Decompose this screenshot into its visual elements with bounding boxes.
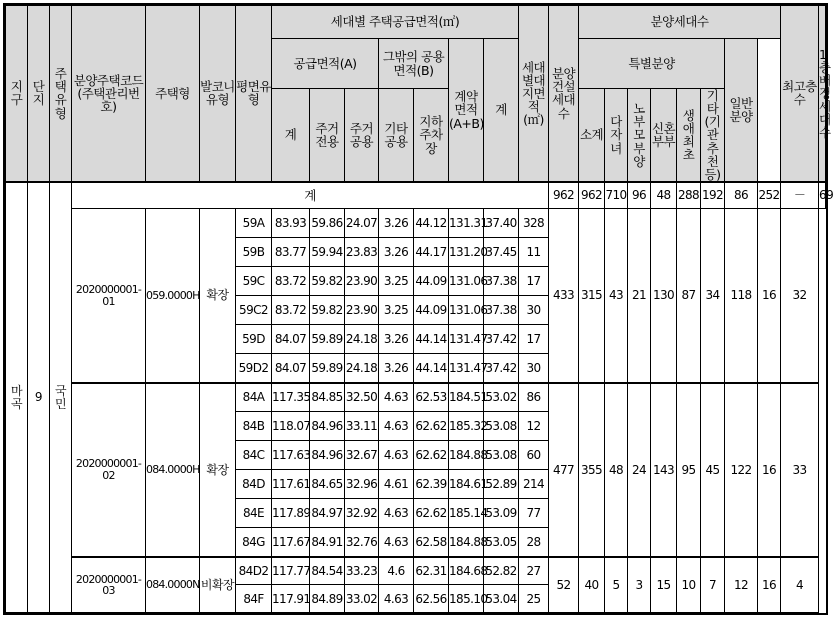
header-district: 지구 (6, 6, 28, 182)
other-common-cell: 3.26 (379, 325, 414, 354)
header-other-common: 그밖의 공용면적(B) (379, 39, 449, 89)
area-total-cell: 83.72 (272, 267, 310, 296)
first-floor-cell: 33 (781, 383, 819, 557)
max-floor-cell: 16 (758, 557, 781, 613)
header-units-group: 분양세대수 (579, 6, 781, 39)
area-total-cell: 117.91 (272, 585, 310, 613)
contract-area-cell: 185.14 (449, 499, 484, 528)
contract-area-cell: 131.47 (449, 325, 484, 354)
other-common-cell: 3.25 (379, 296, 414, 325)
contract-area-cell: 131.31 (449, 209, 484, 238)
elderly-cell: 24 (628, 383, 651, 557)
balcony-cell: 확장 (200, 383, 236, 557)
contract-area-cell: 184.51 (449, 383, 484, 412)
other-common-cell: 4.63 (379, 441, 414, 470)
total-first-time: 192 (701, 182, 725, 209)
plan-cell: 84A (236, 383, 272, 412)
exclusive-area-cell: 84.54 (310, 557, 345, 585)
multi-child-cell: 48 (605, 383, 628, 557)
plan-cell: 59C2 (236, 296, 272, 325)
plan-cell: 84D (236, 470, 272, 499)
plan-cell: 59D (236, 325, 272, 354)
multi-child-cell: 43 (605, 209, 628, 383)
parking-area-cell: 62.31 (414, 557, 449, 585)
land-area-cell: 52.82 (484, 557, 519, 585)
first-time-cell: 87 (677, 209, 701, 383)
parking-area-cell: 44.12 (414, 209, 449, 238)
housing-code-cell: 2020000001-03 (72, 557, 146, 613)
area-total-cell: 117.35 (272, 383, 310, 412)
header-exclusive: 주거전용 (310, 89, 345, 182)
land-area-cell: 37.40 (484, 209, 519, 238)
contract-area-cell: 131.06 (449, 296, 484, 325)
exclusive-area-cell: 59.89 (310, 325, 345, 354)
units-built-cell: 328 (519, 209, 549, 238)
exclusive-area-cell: 59.94 (310, 238, 345, 267)
units-total-cell: 477 (549, 383, 579, 557)
housing-code-cell: 2020000001-02 (72, 383, 146, 557)
other-common-cell: 3.26 (379, 354, 414, 383)
plan-cell: 84G (236, 528, 272, 557)
header-other-use: 기타공용 (379, 89, 414, 182)
multi-child-cell: 5 (605, 557, 628, 613)
area-total-cell: 83.72 (272, 296, 310, 325)
plan-cell: 84B (236, 412, 272, 441)
parking-area-cell: 62.62 (414, 441, 449, 470)
header-units-built: 분양건설세대수 (549, 6, 579, 182)
first-time-cell: 10 (677, 557, 701, 613)
total-multi-child: 96 (628, 182, 651, 209)
contract-area-cell: 184.68 (449, 557, 484, 585)
plan-cell: 84F (236, 585, 272, 613)
total-units: 962 (579, 182, 605, 209)
parking-area-cell: 44.09 (414, 296, 449, 325)
parking-area-cell: 62.62 (414, 412, 449, 441)
plan-cell: 84E (236, 499, 272, 528)
units-total-cell: 52 (549, 557, 579, 613)
balcony-cell: 비확장 (200, 557, 236, 613)
area-total-cell: 83.77 (272, 238, 310, 267)
units-built-cell: 25 (519, 585, 549, 613)
first-time-cell: 95 (677, 383, 701, 557)
common-area-cell: 24.07 (345, 209, 379, 238)
land-area-cell: 53.04 (484, 585, 519, 613)
other-common-cell: 3.25 (379, 267, 414, 296)
balcony-cell: 확장 (200, 209, 236, 383)
area-total-cell: 84.07 (272, 325, 310, 354)
header-balcony: 발코니유형 (200, 6, 236, 182)
parking-area-cell: 44.14 (414, 325, 449, 354)
parking-area-cell: 62.58 (414, 528, 449, 557)
header-newlywed: 신혼부부 (651, 89, 677, 182)
special-subtotal-cell: 355 (579, 383, 605, 557)
area-total-cell: 83.93 (272, 209, 310, 238)
contract-area-cell: 184.61 (449, 470, 484, 499)
exclusive-area-cell: 59.82 (310, 296, 345, 325)
common-area-cell: 32.96 (345, 470, 379, 499)
header-land: 세대별대지면적(㎡) (519, 6, 549, 182)
special-subtotal-cell: 40 (579, 557, 605, 613)
plan-cell: 59A (236, 209, 272, 238)
table-row (6, 383, 826, 412)
common-area-cell: 33.11 (345, 412, 379, 441)
common-area-cell: 32.67 (345, 441, 379, 470)
plan-cell: 59D2 (236, 354, 272, 383)
plan-cell: 84D2 (236, 557, 272, 585)
land-area-cell: 53.08 (484, 412, 519, 441)
land-area-cell: 37.42 (484, 325, 519, 354)
other-common-cell: 4.63 (379, 412, 414, 441)
land-area-cell: 37.38 (484, 296, 519, 325)
house-type-cell: 084.0000H (146, 383, 200, 557)
header-max-floor: 최고층수 (781, 6, 819, 182)
exclusive-area-cell: 84.85 (310, 383, 345, 412)
exclusive-area-cell: 59.86 (310, 209, 345, 238)
exclusive-area-cell: 84.96 (310, 412, 345, 441)
elderly-cell: 21 (628, 209, 651, 383)
header-house-type: 주택형 (146, 6, 200, 182)
contract-area-cell: 131.47 (449, 354, 484, 383)
contract-area-cell: 184.88 (449, 441, 484, 470)
units-built-cell: 86 (519, 383, 549, 412)
max-floor-cell: 16 (758, 209, 781, 383)
exclusive-area-cell: 59.89 (310, 354, 345, 383)
parking-area-cell: 44.09 (414, 267, 449, 296)
plan-cell: 59C (236, 267, 272, 296)
total-newlywed: 288 (677, 182, 701, 209)
common-area-cell: 33.02 (345, 585, 379, 613)
land-area-cell: 53.08 (484, 441, 519, 470)
area-total-cell: 117.67 (272, 528, 310, 557)
total-built: 962 (549, 182, 579, 209)
total-subtotal: 710 (605, 182, 628, 209)
area-total-cell: 117.61 (272, 470, 310, 499)
general-cell: 12 (725, 557, 758, 613)
other-common-cell: 4.6 (379, 557, 414, 585)
parking-area-cell: 62.56 (414, 585, 449, 613)
max-floor-cell: 16 (758, 383, 781, 557)
area-total-cell: 84.07 (272, 354, 310, 383)
units-built-cell: 77 (519, 499, 549, 528)
housing-type-cell: 국민 (50, 182, 72, 613)
units-built-cell: 28 (519, 528, 549, 557)
parking-area-cell: 62.39 (414, 470, 449, 499)
header-supply-area: 공급면적(A) (272, 39, 379, 89)
header-plan: 평면유형 (236, 6, 272, 182)
contract-area-cell: 185.32 (449, 412, 484, 441)
land-area-cell: 37.45 (484, 238, 519, 267)
exclusive-area-cell: 84.97 (310, 499, 345, 528)
header-general: 일반분양 (725, 39, 758, 182)
units-built-cell: 30 (519, 354, 549, 383)
other-common-cell: 4.61 (379, 470, 414, 499)
land-area-cell: 53.02 (484, 383, 519, 412)
other-common-cell: 3.26 (379, 238, 414, 267)
other-special-cell: 45 (701, 383, 725, 557)
header-common: 주거공용 (345, 89, 379, 182)
header-area-group: 세대별 주택공급면적(㎡) (272, 6, 519, 39)
area-total-cell: 118.07 (272, 412, 310, 441)
exclusive-area-cell: 84.65 (310, 470, 345, 499)
units-built-cell: 17 (519, 267, 549, 296)
header-first-floor: 1층배정세대수 (819, 6, 826, 182)
common-area-cell: 24.18 (345, 325, 379, 354)
total-general: 252 (758, 182, 781, 209)
plan-cell: 84C (236, 441, 272, 470)
common-area-cell: 32.76 (345, 528, 379, 557)
land-area-cell: 53.09 (484, 499, 519, 528)
land-area-cell: 37.38 (484, 267, 519, 296)
units-built-cell: 214 (519, 470, 549, 499)
header-housing-type: 주택유형 (50, 6, 72, 182)
other-special-cell: 7 (701, 557, 725, 613)
supply-area-table (5, 5, 833, 613)
units-built-cell: 27 (519, 557, 549, 585)
header-subtotal: 소계 (579, 89, 605, 182)
general-cell: 118 (725, 209, 758, 383)
area-total-cell: 117.63 (272, 441, 310, 470)
block-cell: 9 (28, 182, 50, 613)
header-parking: 지하주차장 (414, 89, 449, 182)
units-built-cell: 12 (519, 412, 549, 441)
common-area-cell: 23.90 (345, 296, 379, 325)
header-first-time: 생애최초 (677, 89, 701, 182)
contract-area-cell: 184.88 (449, 528, 484, 557)
units-built-cell: 30 (519, 296, 549, 325)
house-type-cell: 084.0000N (146, 557, 200, 613)
common-area-cell: 23.90 (345, 267, 379, 296)
newlywed-cell: 130 (651, 209, 677, 383)
land-area-cell: 52.89 (484, 470, 519, 499)
exclusive-area-cell: 84.96 (310, 441, 345, 470)
other-common-cell: 3.26 (379, 209, 414, 238)
table-row (6, 557, 826, 585)
first-floor-cell: 4 (781, 557, 819, 613)
header-contract: 계약면적(A+B) (449, 39, 484, 182)
special-subtotal-cell: 315 (579, 209, 605, 383)
area-total-cell: 117.77 (272, 557, 310, 585)
first-floor-cell: 32 (781, 209, 819, 383)
exclusive-area-cell: 84.91 (310, 528, 345, 557)
other-common-cell: 4.63 (379, 585, 414, 613)
units-built-cell: 11 (519, 238, 549, 267)
housing-code-cell: 2020000001-01 (72, 209, 146, 383)
district-cell: 마곡 (6, 182, 28, 613)
table-row (6, 209, 826, 238)
header-elderly: 노부모부양 (628, 89, 651, 182)
general-cell: 122 (725, 383, 758, 557)
common-area-cell: 32.50 (345, 383, 379, 412)
other-common-cell: 4.63 (379, 528, 414, 557)
house-type-cell: 059.0000H (146, 209, 200, 383)
exclusive-area-cell: 59.82 (310, 267, 345, 296)
common-area-cell: 33.23 (345, 557, 379, 585)
header-other: 기타(기관추천등) (701, 89, 725, 182)
common-area-cell: 32.92 (345, 499, 379, 528)
parking-area-cell: 44.17 (414, 238, 449, 267)
total-first-floor: 69 (819, 182, 826, 209)
header-special-group: 특별분양 (579, 39, 725, 89)
newlywed-cell: 15 (651, 557, 677, 613)
total-label: 계 (72, 182, 549, 209)
other-common-cell: 4.63 (379, 383, 414, 412)
plan-cell: 59B (236, 238, 272, 267)
parking-area-cell: 62.62 (414, 499, 449, 528)
units-total-cell: 433 (549, 209, 579, 383)
header-multi-child: 다자녀 (605, 89, 628, 182)
newlywed-cell: 143 (651, 383, 677, 557)
contract-area-cell: 131.06 (449, 267, 484, 296)
land-area-cell: 37.42 (484, 354, 519, 383)
contract-area-cell: 185.10 (449, 585, 484, 613)
parking-area-cell: 62.53 (414, 383, 449, 412)
area-total-cell: 117.89 (272, 499, 310, 528)
common-area-cell: 23.83 (345, 238, 379, 267)
elderly-cell: 3 (628, 557, 651, 613)
contract-area-cell: 131.20 (449, 238, 484, 267)
land-area-cell: 53.05 (484, 528, 519, 557)
units-built-cell: 60 (519, 441, 549, 470)
parking-area-cell: 44.14 (414, 354, 449, 383)
header-code: 분양주택코드(주택관리번호) (72, 6, 146, 182)
common-area-cell: 24.18 (345, 354, 379, 383)
total-max-floor: － (781, 182, 819, 209)
total-elderly: 48 (651, 182, 677, 209)
header-area-total: 계 (272, 89, 310, 182)
exclusive-area-cell: 84.89 (310, 585, 345, 613)
total-other: 86 (725, 182, 758, 209)
header-units-total: 계 (484, 39, 519, 182)
units-built-cell: 17 (519, 325, 549, 354)
other-special-cell: 34 (701, 209, 725, 383)
header-block: 단지 (28, 6, 50, 182)
other-common-cell: 4.63 (379, 499, 414, 528)
